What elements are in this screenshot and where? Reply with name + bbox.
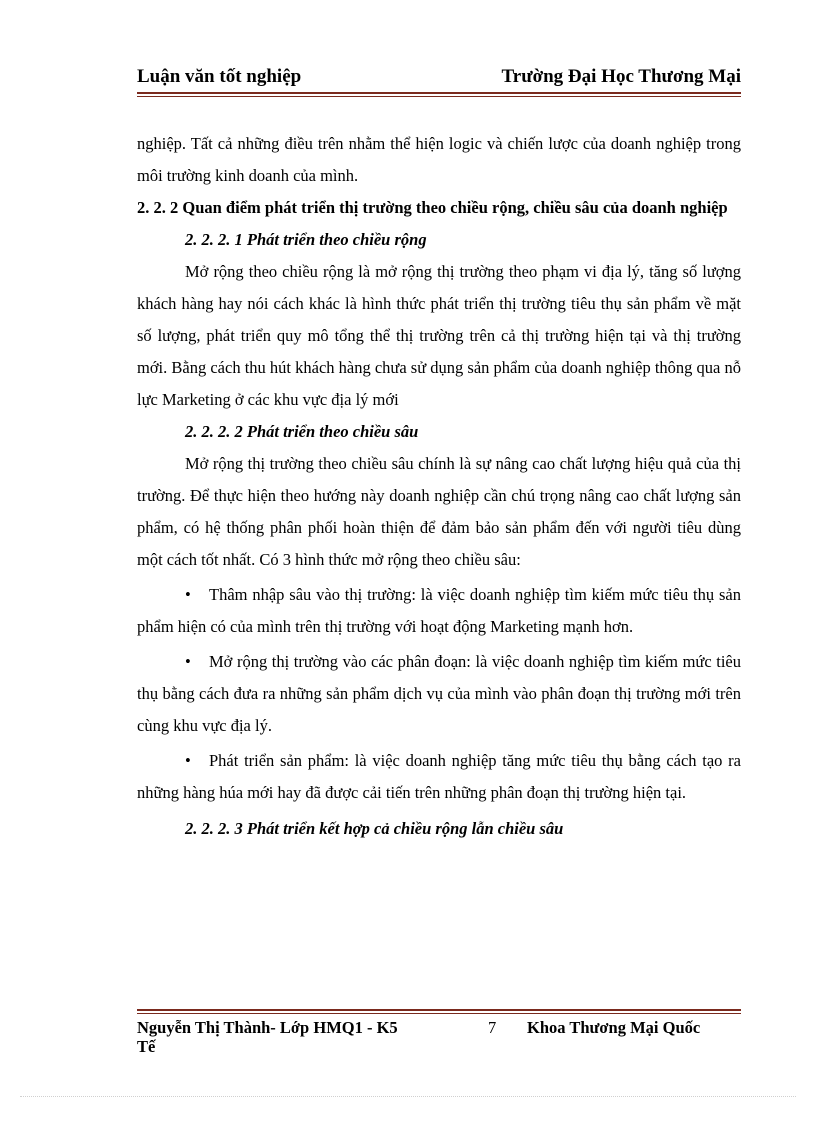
footer-faculty: Khoa Thương Mại Quốc <box>527 1018 701 1037</box>
bullet-text: Thâm nhập sâu vào thị trường: là việc doanh nghiệp tìm kiếm mức tiêu thụ sản phẩm hiện có của mình trên thị trường với hoạt động Marketing mạnh hơn. <box>137 585 741 636</box>
bullet-text: Phát triển sản phẩm: là việc doanh nghiệp tăng mức tiêu thụ bằng cách tạo ra những hàng húa mới hay đã được cải tiến trên những phân đoạn thị trường hiện tại. <box>137 751 741 802</box>
header-title-right: Trường Đại Học Thương Mại <box>501 66 741 87</box>
header-title-left: Luận văn tốt nghiệp <box>137 66 302 87</box>
footer-rule-thin <box>137 1013 741 1014</box>
bullet-dot-icon: • <box>185 751 191 770</box>
bullet-dot-icon: • <box>185 652 191 671</box>
bullet-dot-icon: • <box>185 585 191 604</box>
bullet-item <box>137 745 741 809</box>
page-number: 7 <box>488 1018 497 1037</box>
paragraph-chieu-sau: Mở rộng thị trường theo chiều sâu chính là sự nâng cao chất lượng hiệu quả của thị trường. Để thực hiện theo hướng này doanh nghiệp cần chú trọng nâng cao chất lượng sản phẩm, có hệ thống phân phối hoàn thiện để đảm bảo sản phẩm đến với người tiêu dùng một cách tốt nhất. Có 3 hình thức mở rộng theo chiều sâu: <box>137 454 741 569</box>
footer-rule-thick <box>137 1009 741 1011</box>
header-rule-thick <box>137 92 741 94</box>
subsection-heading-2-2-2-1: 2. 2. 2. 1 Phát triển theo chiều rộng <box>185 230 427 249</box>
page-header <box>137 66 741 88</box>
bullet-text: Mở rộng thị trường vào các phân đoạn: là việc doanh nghiệp tìm kiếm mức tiêu thụ bằng cách đưa ra những sản phẩm dịch vụ của mình vào phân đoạn thị trường mới trên cùng khu vực địa lý. <box>137 652 741 735</box>
footer-author: Nguyễn Thị Thành- Lớp HMQ1 - K5 <box>137 1018 398 1037</box>
page-boundary-divider <box>20 1096 796 1097</box>
bullet-item <box>137 646 741 742</box>
bullet-item <box>137 579 741 643</box>
subsection-heading-2-2-2-2: 2. 2. 2. 2 Phát triển theo chiều sâu <box>185 422 419 441</box>
paragraph-continuation: nghiệp. Tất cả những điều trên nhằm thể hiện logic và chiến lược của doanh nghiệp trong môi trường kinh doanh của mình. <box>137 134 741 185</box>
section-heading-2-2-2: 2. 2. 2 Quan điểm phát triển thị trường theo chiều rộng, chiều sâu của doanh nghiệp <box>137 198 728 217</box>
subsection-heading-2-2-2-3: 2. 2. 2. 3 Phát triển kết hợp cả chiều rộng lẫn chiều sâu <box>185 819 564 838</box>
header-rule-thin <box>137 96 741 97</box>
footer-faculty-wrap: Tế <box>137 1037 156 1056</box>
document-body <box>137 128 741 845</box>
paragraph-chieu-rong: Mở rộng theo chiều rộng là mở rộng thị trường theo phạm vi địa lý, tăng số lượng khách hàng hay nói cách khác là hình thức phát triển thị trường tiêu thụ sản phẩm về mặt số lượng, phát triển quy mô tổng thể thị trường trên cả thị trường hiện tại và thị trường mới. Bằng cách thu hút khách hàng chưa sử dụng sản phẩm của doanh nghiệp thông qua nỗ lực Marketing ở các khu vực địa lý mới <box>137 262 741 409</box>
